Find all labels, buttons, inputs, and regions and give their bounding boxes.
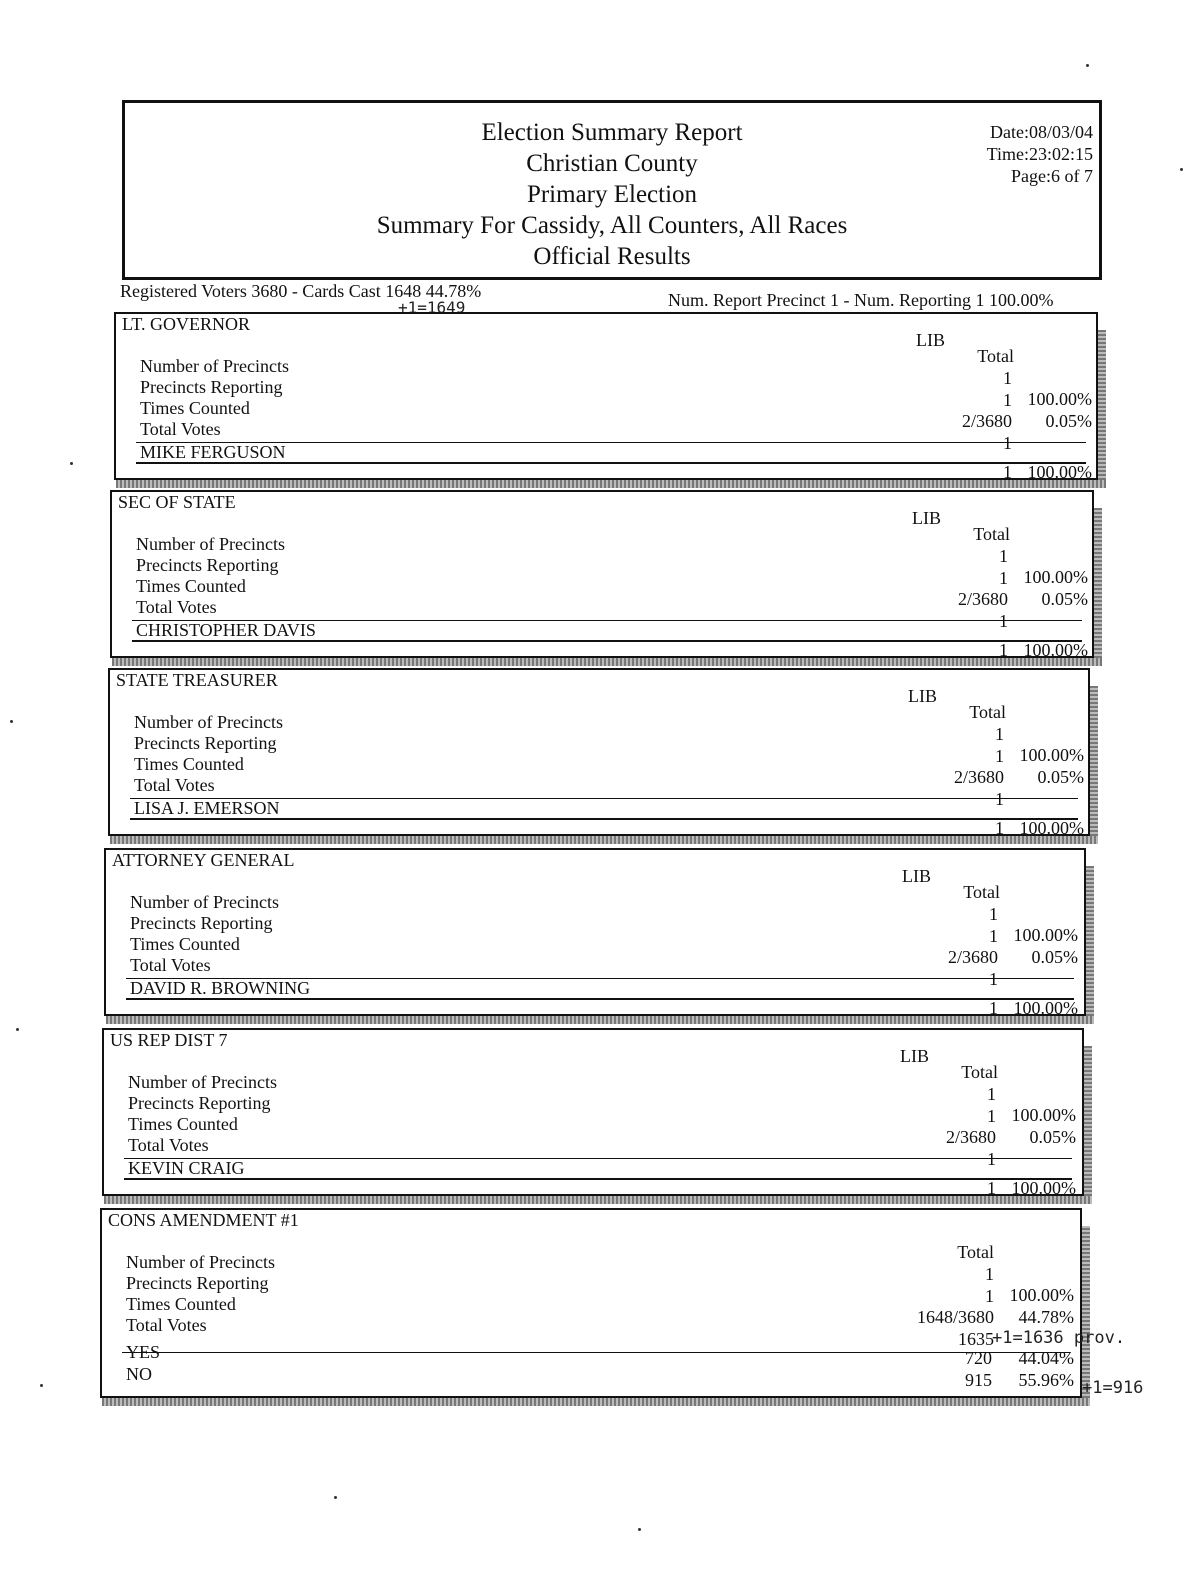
title-line-4: Summary For Cassidy, All Counters, All Races (376, 212, 848, 239)
total-header: Total (961, 1062, 998, 1082)
stat-percents (1016, 389, 1092, 432)
total-header: Total (957, 1242, 994, 1262)
handwritten-cards-note: +1=1649 (398, 298, 466, 317)
candidate-votes: 1 (989, 998, 998, 1018)
box-shadow (102, 1398, 1090, 1406)
stat-value: 1648/3680 (916, 1307, 994, 1327)
stat-value: 2/3680 (945, 1127, 996, 1147)
party-label: LIB (908, 686, 937, 706)
report-title (125, 117, 1099, 272)
race-title: US REP DIST 7 (110, 1030, 228, 1050)
stat-labels (128, 1072, 277, 1156)
title-line-3: Primary Election (526, 181, 698, 208)
box-shadow (1098, 330, 1106, 484)
stat-label: Precincts Reporting (140, 377, 283, 397)
title-line-2: Christian County (526, 150, 698, 177)
stat-label: Number of Precincts (134, 712, 283, 732)
stat-label: Number of Precincts (126, 1252, 275, 1272)
stat-percent: 0.05% (1031, 946, 1078, 967)
race-title: STATE TREASURER (116, 670, 278, 690)
race-title: CONS AMENDMENT #1 (108, 1210, 299, 1230)
stat-percents (998, 1285, 1074, 1328)
race-box (114, 312, 1098, 480)
report-page-number: Page:6 of 7 (1011, 166, 1093, 186)
stat-percent: 100.00% (1023, 567, 1088, 587)
stat-percents (1008, 745, 1084, 788)
stat-value: 1 (989, 904, 998, 924)
scan-mark (1086, 64, 1089, 67)
stat-values (882, 1264, 994, 1350)
stat-labels (134, 712, 283, 796)
total-header: Total (973, 524, 1010, 544)
candidate-name: CHRISTOPHER DAVIS (136, 620, 316, 640)
stat-label: Total Votes (136, 597, 217, 617)
stat-value: 1 (995, 788, 1004, 809)
stat-percents (1002, 925, 1078, 968)
stat-percent: 100.00% (1013, 925, 1078, 945)
yes-votes: 720 (965, 1348, 992, 1368)
party-label: LIB (900, 1046, 929, 1066)
box-shadow (1094, 508, 1102, 662)
candidate-name: LISA J. EMERSON (134, 798, 280, 818)
stat-percent: 0.05% (1045, 410, 1092, 431)
title-line-1: Election Summary Report (481, 119, 743, 146)
stat-value: 2/3680 (961, 411, 1012, 431)
stat-labels (140, 356, 289, 440)
stat-value: 1 (1003, 389, 1012, 410)
divider (124, 1158, 1072, 1159)
stat-label: Total Votes (130, 955, 211, 975)
scan-mark (334, 1496, 337, 1499)
box-shadow (1084, 1046, 1092, 1200)
stat-percent: 0.05% (1041, 588, 1088, 609)
candidate-name: MIKE FERGUSON (140, 442, 286, 462)
stat-label: Times Counted (134, 754, 244, 774)
candidate-votes: 1 (999, 640, 1008, 660)
party-label: LIB (916, 330, 945, 350)
candidate-name: DAVID R. BROWNING (130, 978, 311, 998)
precinct-reporting-summary: Num. Report Precinct 1 - Num. Reporting 1 100.00% (668, 290, 1054, 310)
stat-label: Number of Precincts (130, 892, 279, 912)
stat-value: 2/3680 (947, 947, 998, 967)
race-box (104, 848, 1086, 1016)
registered-voters-summary: Registered Voters 3680 - Cards Cast 1648 44.78% (120, 281, 482, 301)
handwritten-no-votes-note: +1=916 (1082, 1378, 1144, 1398)
party-label: LIB (902, 866, 931, 886)
stat-value: 1 (1003, 368, 1012, 388)
stat-value: 1635 (958, 1328, 994, 1349)
stat-percent: 100.00% (1011, 1105, 1076, 1125)
scan-mark (10, 720, 13, 723)
scan-mark (70, 462, 73, 465)
stat-label: Total Votes (126, 1315, 207, 1335)
candidate-votes: 1 (995, 818, 1004, 838)
stat-value: 1 (985, 1285, 994, 1306)
stat-label: Precincts Reporting (136, 555, 279, 575)
total-header: Total (963, 882, 1000, 902)
box-shadow (1090, 686, 1098, 840)
stat-label: Times Counted (136, 576, 246, 596)
stat-percent: 44.78% (1018, 1306, 1074, 1327)
stat-percent: 0.05% (1037, 766, 1084, 787)
stat-labels (126, 1252, 275, 1336)
stat-percent: 100.00% (1027, 389, 1092, 409)
stat-value: 1 (995, 724, 1004, 744)
report-time: Time:23:02:15 (986, 144, 1093, 164)
yes-percent: 44.04% (1018, 1348, 1074, 1368)
scan-mark (16, 1028, 19, 1031)
stat-labels (136, 534, 285, 618)
stat-label: Precincts Reporting (126, 1273, 269, 1293)
stat-value: 1 (1003, 432, 1012, 453)
stat-label: Precincts Reporting (134, 733, 277, 753)
stat-value: 1 (989, 968, 998, 989)
candidate-percent: 100.00% (1023, 640, 1088, 660)
scan-mark (638, 1528, 641, 1531)
scan-mark (1180, 168, 1183, 171)
total-header: Total (969, 702, 1006, 722)
stat-percents (1012, 567, 1088, 610)
stat-percent: 100.00% (1019, 745, 1084, 765)
stat-label: Times Counted (140, 398, 250, 418)
stat-value: 2/3680 (953, 767, 1004, 787)
amendment-box (100, 1208, 1082, 1398)
stat-label: Number of Precincts (128, 1072, 277, 1092)
stat-label: Times Counted (130, 934, 240, 954)
title-line-5: Official Results (533, 243, 691, 270)
stat-label: Times Counted (126, 1294, 236, 1314)
report-header (122, 100, 1102, 280)
candidate-percent: 100.00% (1019, 818, 1084, 838)
candidate-name: KEVIN CRAIG (128, 1158, 245, 1178)
stat-label: Precincts Reporting (130, 913, 273, 933)
stat-value: 1 (987, 1084, 996, 1104)
stat-label: Total Votes (128, 1135, 209, 1155)
total-header: Total (977, 346, 1014, 366)
candidate-percent: 100.00% (1013, 998, 1078, 1018)
stat-percents (1000, 1105, 1076, 1148)
no-percent: 55.96% (1018, 1370, 1074, 1390)
race-title: ATTORNEY GENERAL (112, 850, 295, 870)
no-votes: 915 (965, 1370, 992, 1390)
box-shadow (1086, 866, 1094, 1020)
handwritten-total-votes-note: +1=1636 prov. (992, 1328, 1126, 1348)
stat-label: Number of Precincts (136, 534, 285, 554)
option-yes-label: YES (126, 1342, 161, 1362)
stat-value: 1 (987, 1148, 996, 1169)
race-box (110, 490, 1094, 658)
stat-percent: 0.05% (1029, 1126, 1076, 1147)
race-title: LT. GOVERNOR (122, 314, 251, 334)
stat-value: 1 (987, 1105, 996, 1126)
scan-mark (40, 1384, 43, 1387)
race-box (108, 668, 1090, 836)
box-shadow (1082, 1226, 1090, 1402)
stat-label: Total Votes (134, 775, 215, 795)
stat-value: 2/3680 (957, 589, 1008, 609)
stat-value: 1 (999, 567, 1008, 588)
stat-label: Total Votes (140, 419, 221, 439)
stat-value: 1 (985, 1264, 994, 1284)
stat-value: 1 (999, 546, 1008, 566)
report-date: Date:08/03/04 (990, 122, 1093, 142)
stat-label: Precincts Reporting (128, 1093, 271, 1113)
stat-label: Times Counted (128, 1114, 238, 1134)
race-box (102, 1028, 1084, 1196)
stat-value: 1 (989, 925, 998, 946)
stat-percent: 100.00% (1009, 1285, 1074, 1305)
candidate-percent: 100.00% (1011, 1178, 1076, 1198)
party-label: LIB (912, 508, 941, 528)
stat-labels (130, 892, 279, 976)
report-meta (987, 121, 1093, 187)
option-no-label: NO (126, 1364, 152, 1384)
stat-value: 1 (995, 745, 1004, 766)
stat-label: Number of Precincts (140, 356, 289, 376)
race-title: SEC OF STATE (118, 492, 236, 512)
candidate-votes: 1 (1003, 462, 1012, 482)
candidate-percent: 100.00% (1027, 462, 1092, 482)
stat-value: 1 (999, 610, 1008, 631)
candidate-votes: 1 (987, 1178, 996, 1198)
